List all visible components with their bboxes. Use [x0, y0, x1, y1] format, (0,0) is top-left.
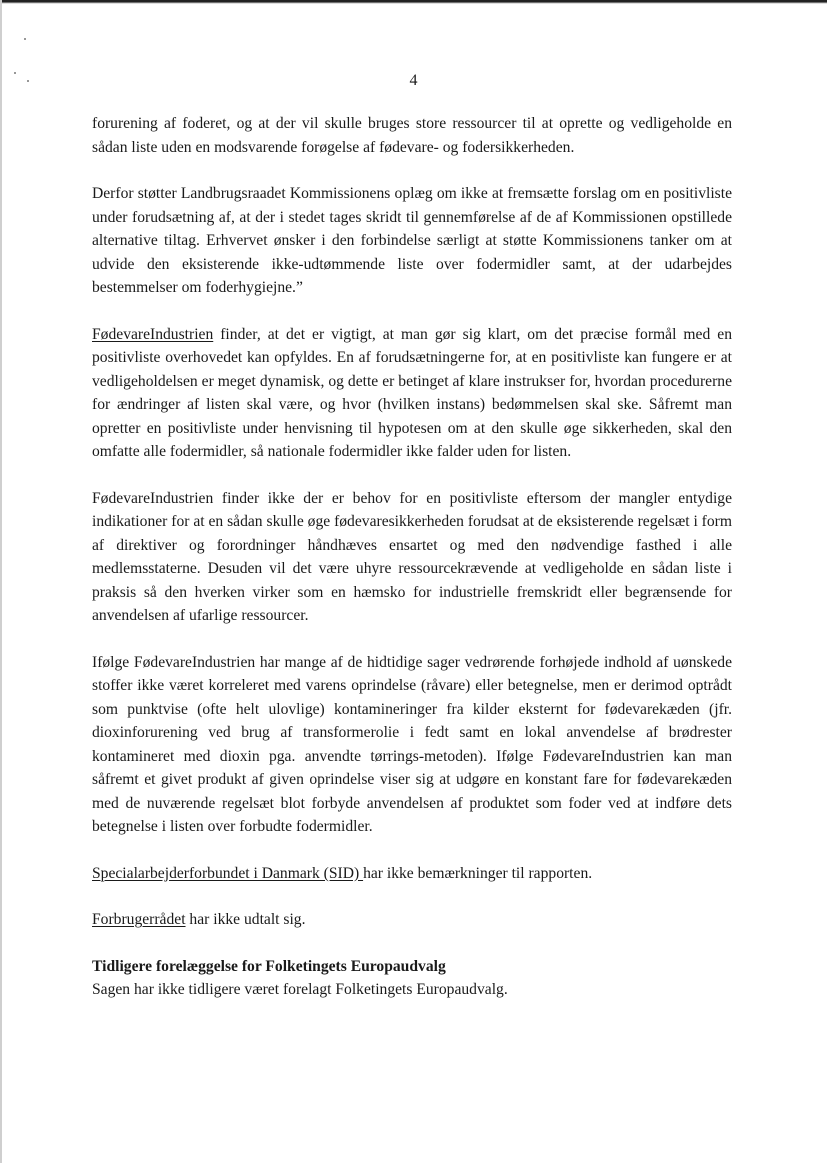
- paragraph-text: Derfor støtter Landbrugsraadet Kommissionens oplæg om ikke at fremsætte forslag om en positivliste under forudsætning af, at der i stedet tages skridt til gennemførelse af de af Kommissionen opstillede alternative tiltag. Erhvervet ønsker i den forbindelse særligt at støtte Kommissionens tanker om at udvide den eksisterende ikke-udtømmende liste over fodermidler samt, at der udarbejdes bestemmelser om foderhygiejne.”: [92, 185, 732, 296]
- paragraph-1: [92, 112, 732, 159]
- top-scan-rule: [0, 0, 827, 4]
- organization-name: FødevareIndustrien: [92, 325, 214, 343]
- organization-name: Forbrugerrådet: [92, 911, 186, 928]
- organization-name: Specialarbejderforbundet i Danmark (SID): [92, 864, 364, 882]
- paragraph-5: [92, 651, 732, 839]
- paragraph-text: FødevareIndustrien finder ikke der er behov for en positivliste eftersom der mangler entydige indikationer for at en sådan skulle øge fødevaresikkerheden forudsat at de eksisterende regelsæt i form af direktiver og forordninger håndhæves ensartet og med den nødvendige fasthed i alle medlemsstaterne. Desuden vil det være uhyre ressourcekrævende at vedligeholde en sådan liste i praksis så den hverken virker som en hæmsko for industrielle fremskridt eller begrænsende for anvendelsen af ufarlige ressourcer.: [92, 489, 732, 624]
- paragraph-7: [92, 908, 732, 932]
- page-number: 4: [409, 72, 418, 89]
- section-heading: Tidligere forelæggelse for Folketingets Europaudvalg: [92, 957, 446, 975]
- left-scan-edge: [0, 0, 2, 1163]
- paragraph-text: har ikke bemærkninger til rapporten.: [363, 864, 593, 882]
- paragraph-4: [92, 487, 732, 628]
- paragraph-text: har ikke udtalt sig.: [185, 911, 306, 928]
- paragraph-text: forurening af foderet, og at der vil skulle bruges store ressourcer til at oprette og vedligeholde en sådan liste uden en modsvarende forøgelse af fødevare- og fodersikkerheden.: [92, 115, 732, 156]
- document-body: [92, 112, 732, 1002]
- paragraph-text: finder, at det er vigtigt, at man gør sig klart, om det præcise formål med en positivliste overhovedet kan opfyldes. En af forudsætningerne for, at en positivliste kan fungere er at vedligeholdelsen er meget dynamisk, og dette er betinget af klare instrukser for, hvordan procedurerne for ændringer af listen skal være, og hvor (hvilken instans) bedømmelsen skal ske. Såfremt man opretter en positivliste under henvisning til hypotesen om at den skulle øge sikkerheden, skal den omfatte alle fodermidler, så nationale fodermidler ikke falder uden for listen.: [92, 325, 732, 460]
- paragraph-text: Ifølge FødevareIndustrien har mange af de hidtidige sager vedrørende forhøjede indhold af uønskede stoffer ikke været korreleret med varens oprindelse (råvare) eller betegnelse, men er derimod optrådt som punktvise (ofte helt ulovlige) kontamineringer fra kilder eksternt for fødevarekæden (jfr. dioxinforurening ved brug af transformerolie i fedt samt en lokal anvendelse af brødrester kontamineret med dioxin pga. anvendte tørrings-metoden). Ifølge FødevareIndustrien kan man såfremt et givet produkt af given oprindelse viser sig at udgøre en konstant fare for fødevarekæden med de nuværende regelsæt blot forbyde anvendelsen af produktet som foder ved at indføre dets betegnelse i listen over forbudte fodermidler.: [92, 653, 732, 835]
- paragraph-2: [92, 182, 732, 300]
- section-body: Sagen har ikke tidligere været forelagt Folketingets Europaudvalg.: [92, 981, 508, 998]
- scan-speck: [24, 38, 26, 40]
- paragraph-3: [92, 323, 732, 464]
- paragraph-6: [92, 862, 732, 886]
